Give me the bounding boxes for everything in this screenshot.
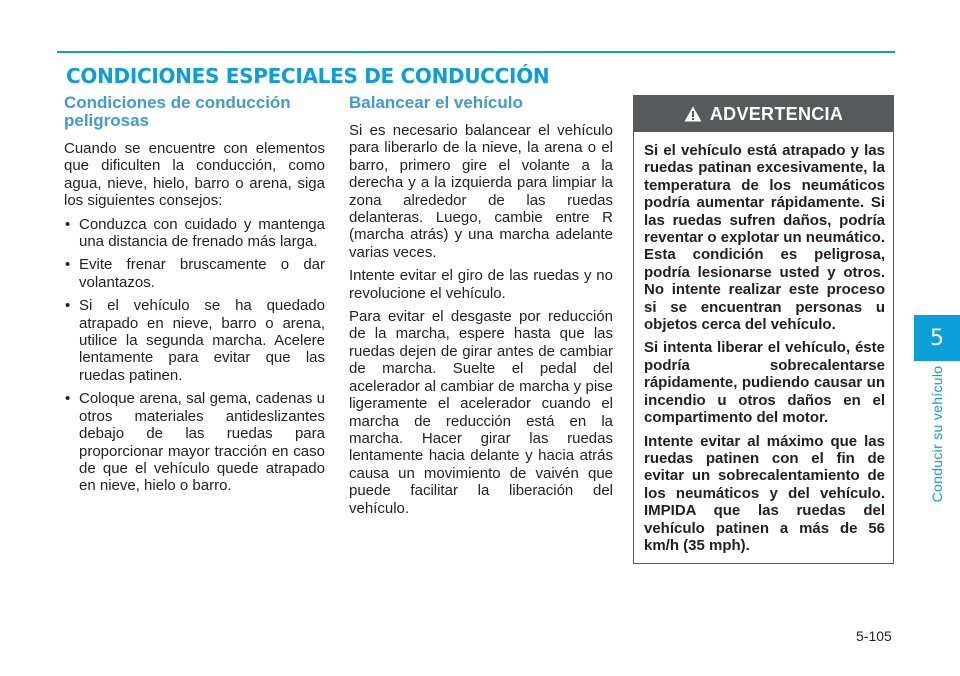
chapter-title: Conducir su vehículo: [929, 365, 945, 503]
list-item-text: Evite frenar bruscamente o dar volantazos.: [79, 256, 325, 291]
warning-box: [633, 95, 894, 564]
warning-paragraph: Si el vehículo está atrapado y las ruedas patinan excesivamente, la temperatura de los neumáticos podría aumentar rápidamente. Si las ruedas sufren daños, podría reventar o explotar un neumático. Esta condición es peligrosa, podría lesionarse usted y otros. No intente realizar este proceso si se encuentran personas u objetos cerca del vehículo.: [644, 142, 885, 334]
list-item-text: Si el vehículo se ha quedado atrapado en nieve, barro o arena, utilice la segunda marcha. Acelere lentamente para evitar que las ruedas patinen.: [79, 297, 325, 384]
heading-dangerous-conditions: Condiciones de conducción peligrosas: [64, 93, 291, 130]
warning-paragraph: Intente evitar al máximo que las ruedas patinen con el fin de evitar un sobrecalentamiento de los neumáticos y del vehículo. IMPIDA que las ruedas del vehículo patinen a más de 56 km/h (35 mph).: [644, 432, 885, 554]
list-item: [64, 390, 325, 494]
warning-title: ADVERTENCIA: [709, 103, 844, 124]
bullet-icon: •: [65, 256, 71, 274]
paragraph: Intente evitar el giro de las ruedas y no revolucione el vehículo.: [349, 267, 613, 302]
list-item: [64, 297, 325, 384]
page-number: 5-105: [856, 628, 892, 644]
column-rocking-vehicle: [349, 94, 613, 523]
heading-rocking-vehicle: Balancear el vehículo: [349, 93, 523, 112]
tips-list: [64, 216, 325, 495]
warning-triangle-icon: [684, 106, 702, 122]
paragraph: Si es necesario balancear el vehículo para liberarlo de la nieve, la arena o el barro, primero gire el volante a la derecha y a la izquierda para limpiar la zona alrededor de las ruedas delanteras. Luego, cambie entre R (marcha atrás) y una marcha adelante varias veces.: [349, 122, 613, 261]
section-title: CONDICIONES ESPECIALES DE CONDUCCIÓN: [66, 64, 550, 88]
list-item: [64, 256, 325, 291]
bullet-icon: •: [65, 297, 71, 315]
warning-body: [634, 132, 893, 554]
bullet-icon: •: [65, 390, 71, 408]
chapter-tab: 5: [914, 315, 960, 361]
list-item-text: Coloque arena, sal gema, cadenas u otros materiales antideslizantes debajo de las ruedas para proporcionar mayor tracción en caso de que el vehículo quede atrapado en nieve, hielo o barro.: [79, 390, 325, 495]
column-dangerous-conditions: [64, 94, 325, 501]
intro-paragraph: Cuando se encuentre con elementos que dificulten la conducción, como agua, nieve, hielo, barro o arena, siga los siguientes consejos:: [64, 140, 325, 210]
paragraph: Para evitar el desgaste por reducción de la marcha, espere hasta que las ruedas dejen de girar antes de cambiar de marcha. Suelte el pedal del acelerador al cambiar de marcha y pise ligeramente el acelerador cuando el marcha de reducción está en la marcha. Hacer girar las ruedas lentamente hacia delante y hacia atrás causa un movimiento de vaivén que puede facilitar la liberación del vehículo.: [349, 308, 613, 517]
list-item-text: Conduzca con cuidado y mantenga una distancia de frenado más larga.: [79, 215, 325, 251]
list-item: [64, 216, 325, 251]
warning-header: [634, 96, 893, 132]
top-rule: [57, 51, 895, 53]
warning-paragraph: Si intenta liberar el vehículo, éste podría sobrecalentarse rápidamente, pudiendo causar un incendio u otros daños en el compartimento del motor.: [644, 339, 885, 427]
bullet-icon: •: [65, 215, 71, 233]
